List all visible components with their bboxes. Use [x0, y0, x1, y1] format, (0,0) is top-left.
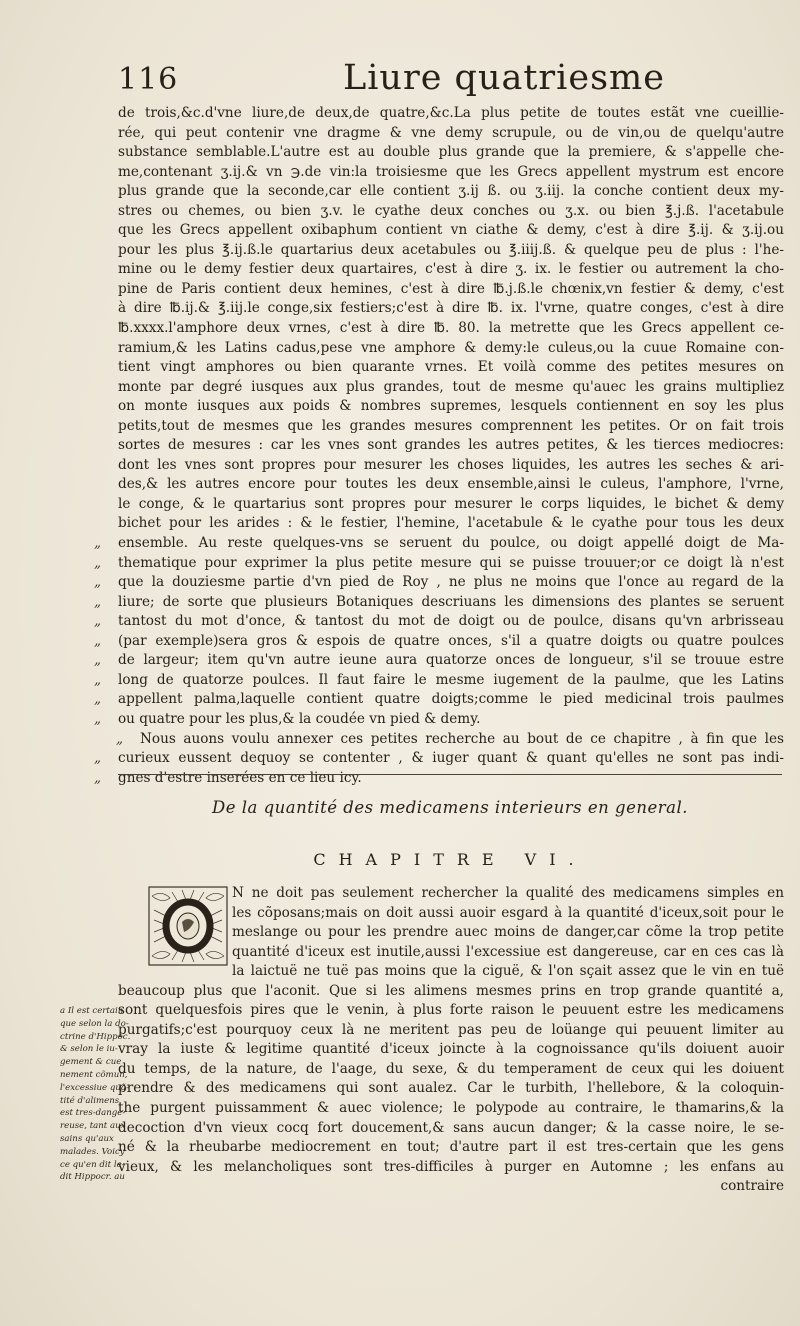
body-line: „ liure; de sorte que plusieurs Botaniques descriuans les dimensions des plantes se seruent [94, 593, 784, 610]
chapter-line: du temps, de la nature, de l'aage, du sexe, & du temperament de ceux qui les doiuent [118, 1060, 784, 1077]
body-line: le conge, & le quartarius sont propres pour mesurer le corps liquides, le bichet & demy [118, 495, 784, 512]
marginal-line: dit Hippocr. au [60, 1172, 125, 1183]
marginal-line: gement & cue [60, 1057, 122, 1068]
body-line: on monte iusques aux poids & nombres supremes, lesquels contiennent en soy les plus [118, 398, 784, 415]
body-line: pine de Paris contient deux hemines, c'est à dire ℔.j.ß.le chœnix,vn festier & demy, c'est [118, 280, 784, 297]
body-line: „ de largeur; item qu'vn autre ieune aura quatorze onces de longueur, s'il se trouue estre [94, 652, 784, 669]
chapter-line: meslange ou pour les prendre auec moins de danger,car cõme la trop petite [232, 924, 784, 941]
body-line: stres ou chemes, ou bien ʒ.v. le cyathe deux conches ou ʒ.x. ou bien ℥.j.ß. l'acetabule [118, 202, 784, 219]
body-line: sortes de mesures : car les vnes sont grandes les autres petites, & les tierces mediocres: [118, 437, 784, 454]
body-text [94, 104, 784, 788]
chapter-line: N ne doit pas seulement rechercher la qualité des medicamens simples en [232, 885, 784, 901]
marginal-line: ce qu'en dit le- [60, 1159, 125, 1170]
chapter-line: les cõposans;mais on doit aussi auoir esgard à la quantité d'iceux,soit pour le [232, 904, 784, 921]
marginal-line: que selon la do- [60, 1018, 129, 1029]
running-title: Liure quatriesme [343, 58, 665, 98]
body-line: tient vingt amphores ou bien quarante vrnes. Et voilà comme des petites mesures on [118, 359, 784, 376]
body-line: pour les plus ℥.ij.ß.le quartarius deux acetabules ou ℥.iiij.ß. & quelque peu de plus : l'he- [118, 241, 784, 258]
marginal-line: malades. Voicy [60, 1146, 125, 1157]
marginal-line: reuse, tant aux [60, 1121, 126, 1132]
marginal-line: tité d'alimens [60, 1095, 120, 1106]
body-line: dont les vnes sont propres pour mesurer les choses liquides, les autres les seches & ari- [118, 456, 784, 473]
body-line: „ appellent palma,laquelle contient quatre doigts;comme le pied medicinal trois paulmes [94, 691, 784, 708]
chapter-heading: CHAPITRE VI. [313, 850, 587, 869]
chapter-line: contraire [720, 1178, 784, 1195]
body-line: de trois,&c.d'vne liure,de deux,de quatre,&c.La plus petite de toutes estãt vne cueillie- [118, 105, 784, 121]
page-header [118, 58, 778, 104]
marginal-line: a Il est certain [60, 1006, 124, 1016]
body-line: „ thematique pour exprimer la plus petite mesure qui se puisse trouuer;or ce doigt là n'est [94, 554, 784, 571]
page-number: 116 [118, 62, 179, 97]
body-line: des,& les autres encore pour toutes les deux ensemble,ainsi le culeus, l'amphore, l'vrne, [118, 476, 784, 493]
body-line: ramium,& les Latins cadus,pese vne amphore & demy:le culeus,ou la cuue Romaine con- [118, 339, 784, 356]
body-line: bichet pour les arides : & le festier, l'hemine, l'acetabule & le cyathe pour tous les deux [118, 515, 784, 532]
body-line: „ tantost du mot d'once, & tantost du mot de doigt ou de poulce, disans qu'vn arbrisseau [94, 613, 784, 630]
marginal-line: nement cõmun, [60, 1069, 128, 1080]
chapter-text [118, 884, 784, 1197]
body-line: que les Grecs appellent oxibaphum contient vn ciathe & demy, c'est à dire ℥.ij. & ʒ.ij.ou [118, 222, 784, 239]
body-line: „ ensemble. Au reste quelques-vns se seruent du poulce, ou doigt appellé doigt de Ma- [94, 535, 784, 552]
body-line: „ long de quatorze poulces. Il faut faire le mesme iugement de la paulme, que les Latins [94, 671, 784, 688]
marginal-line: est tres-dange- [60, 1108, 126, 1119]
body-line: „ gnes d'estre inserées en ce lieu icy. [94, 769, 362, 786]
body-line: rée, qui peut contenir vne dragme & vne demy scrupule, ou de vin,ou de quelqu'autre [118, 124, 784, 141]
chapter-line: the purgent puissamment & auec violence; le polypode au contraire, le thamarins,& la [118, 1100, 784, 1117]
body-line: petits,tout de mesmes que les grandes mesures comprennent les petites. Or on fait trois [118, 417, 784, 434]
body-line: „ Nous auons voulu annexer ces petites recherche au bout de ce chapitre , à fin que les [116, 730, 784, 747]
body-line: plus grande que la seconde,car elle contient ʒ.ij ß. ou ʒ.iij. la conche contient deux my- [118, 183, 784, 200]
marginal-note [60, 1005, 131, 1184]
body-line: „ ou quatre pour les plus,& la coudée vn pied & demy. [94, 710, 481, 727]
chapter-line: prendre & des medicamens qui sont aualez. Car le turbith, l'hellebore, & la coloquin- [118, 1080, 784, 1097]
chapter-line: vray la iuste & legitime quantité d'iceux joincte à la cognoissance qu'ils doiuent auoir [118, 1041, 784, 1058]
chapter-line: purgatifs;c'est pourquoy ceux là ne meritent pas peu de loüange qui peuuent limiter au [118, 1021, 784, 1038]
marginal-line: sains qu'aux [60, 1133, 114, 1144]
body-line: substance semblable.L'autre est au double plus grande que la premiere, & s'appelle che- [118, 144, 784, 161]
chapter-line: quantité d'iceux est inutile,aussi l'excessiue est dangereuse, car en ces cas là [232, 943, 784, 960]
marginal-line: ctrine d'Hippoc. [60, 1031, 131, 1042]
body-line: „ que la douziesme partie d'vn pied de Roy , ne plus ne moins que l'once au regard de la [94, 574, 784, 591]
chapter-line: beaucoup plus que l'aconit. Que si les alimens mesmes prins en trop grande quantité a, [118, 982, 784, 999]
marginal-line: l'excessiue quã- [60, 1082, 129, 1093]
marginal-line: & selon le iu- [60, 1044, 118, 1055]
body-line: me,contenant ʒ.ij.& vn ℈.de vin:la troisiesme que les Grecs appellent mystrum est encore [118, 163, 784, 180]
chapter-line: sont quelquesfois pires que le venin, à plus forte raison le peuuent estre les medicamens [118, 1002, 784, 1019]
chapter-line: decoction d'vn vieux cocq fort doucement,& sans aucun danger; & la casse noire, le se- [118, 1119, 784, 1136]
chapter-line: né & la rheubarbe mediocrement en tout; d'autre part il est tres-certain que les gens [118, 1139, 784, 1156]
body-line: ℔.xxxx.l'amphore deux vrnes, c'est à dire ℔. 80. la metrette que les Grecs appellent ce- [118, 320, 784, 337]
section-divider [118, 774, 782, 775]
body-line: „ (par exemple)sera gros & espois de quatre onces, s'il a quatre doigts ou quatre poulces [94, 632, 784, 649]
body-line: mine ou le demy festier deux quartaires, c'est à dire ʒ. ix. le festier ou autrement la cho- [118, 261, 784, 278]
body-line: „ curieux eussent dequoy se contenter , & iuger quant & quant qu'elles ne sont pas indi- [94, 750, 784, 767]
body-line: monte par degré iusques aux plus grandes, tout de mesme qu'auec les grains multipliez [118, 378, 784, 395]
body-line: à dire ℔.ij.& ℥.iij.le conge,six festiers;c'est à dire ℔. ix. l'vrne, quatre conges, c'est à dire [118, 300, 784, 317]
chapter-line: vieux, & les melancholiques sont tres-difficiles à purger en Automne ; les enfans au [118, 1158, 784, 1175]
chapter-line: la laictuë ne tuë pas moins que la ciguë, & l'on sçait assez que le vin en tuë [232, 963, 784, 980]
section-title: De la quantité des medicamens interieurs en general. [212, 798, 688, 817]
